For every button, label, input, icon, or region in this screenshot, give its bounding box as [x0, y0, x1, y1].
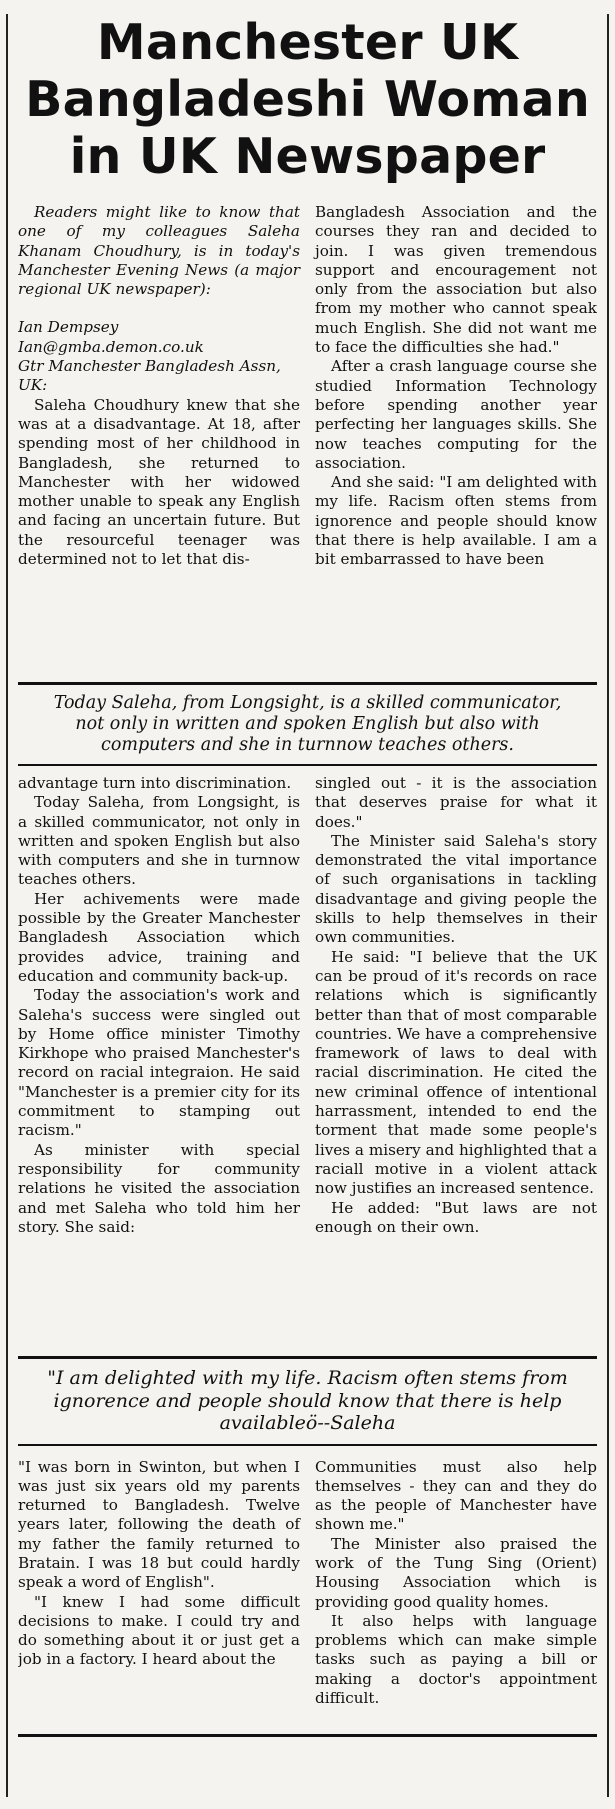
headline: [18, 14, 597, 185]
article-paragraph: singled out - it is the association that deserves praise for what it does.": [315, 774, 597, 831]
headline-line-2: Bangladeshi Woman: [25, 71, 590, 128]
article-paragraph: As minister with special responsibility for community relations he visited the association and met Saleha who told him her story. She said:: [18, 1140, 300, 1236]
pull-quote-1: Today Saleha, from Longsight, is a skilled communicator, not only in written and spoken English but also with computers and she in turnnow teaches others.: [53, 693, 562, 755]
signature-block: [18, 318, 300, 395]
signature-organisation: Gtr Manchester Bangladesh Assn, UK:: [18, 357, 281, 395]
article-paragraph: "I knew I had some difficult decisions to make. I could try and do something about it or just get a job in a factory. I heard about the: [18, 1592, 300, 1669]
section-3-columns: [18, 1458, 597, 1728]
section-1-left-column: [18, 203, 300, 569]
article-paragraph: The Minister said Saleha's story demonstrated the vital importance of such organisations in tackling disadvantage and giving people the skills to help themselves in their own communities.: [315, 831, 597, 947]
article-paragraph: Communities must also help themselves - they can and they do as the people of Manchester have shown me.": [315, 1457, 597, 1534]
signature-name: Ian Dempsey: [18, 318, 119, 337]
section-2-right-column: [315, 774, 597, 1237]
section-1-columns: [18, 203, 597, 678]
signature-email: Ian@gmba.demon.co.uk: [18, 337, 204, 356]
pull-quote-2: "I am delighted with my life. Racism often stems from ignorence and people should know that there is help availableö--Saleha: [47, 1367, 568, 1434]
section-2-columns: [18, 774, 597, 1352]
article-paragraph: After a crash language course she studied Information Technology before spending another year perfecting her languages skills. She now teaches computing for the association.: [315, 357, 597, 472]
article-paragraph: Her achivements were made possible by the Greater Manchester Bangladesh Association which provides advice, training and education and community back-up.: [18, 889, 300, 985]
section-1-right-column: [315, 203, 597, 570]
section-divider: [18, 764, 597, 766]
bottom-rule: [18, 1734, 597, 1737]
article-paragraph: The Minister also praised the work of the Tung Sing (Orient) Housing Association which is providing good quality homes.: [315, 1534, 597, 1611]
section-2-left-column: [18, 774, 300, 1237]
article-paragraph: It also helps with language problems which can make simple tasks such as paying a bill or making a doctor's appointment difficult.: [315, 1611, 597, 1708]
headline-line-1: Manchester UK: [96, 14, 519, 71]
article-paragraph: "I was born in Swinton, but when I was just six years old my parents returned to Bangladesh. Twelve years later, following the death of my father the family returned to Bratain. I was 18 but could hardly speak a word of English".: [18, 1457, 300, 1592]
newspaper-clipping: [6, 14, 609, 1797]
headline-line-3: in UK Newspaper: [69, 128, 546, 185]
intro-paragraph: Readers might like to know that one of my colleagues Saleha Khanam Choudhury, is in today's Manchester Evening News (a major regional UK newspaper):: [18, 203, 300, 299]
article-paragraph: Bangladesh Association and the courses they ran and decided to join. I was given tremendous support and encouragement not only from the association but also from my mother who cannot speak much English. She did not want me to face the difficulties she had.": [315, 203, 597, 357]
section-3-right-column: [315, 1458, 597, 1709]
article-paragraph: advantage turn into discrimination.: [18, 774, 292, 792]
article-paragraph: And she said: "I am delighted with my life. Racism often stems from ignorence and people should know that there is help available. I am a bit embarrassed to have been: [315, 473, 597, 569]
article-paragraph: He said: "I believe that the UK can be proud of it's records on race relations which is significantly better than that of most comparable countries. We have a comprehensive framework of laws to deal with racial discrimination. He cited the new criminal offence of intentional harrassment, intended to end the torment that made some people's lives a misery and highlighted that a raciall motive in a violent attack now justifies an increased sentence.: [315, 947, 597, 1198]
section-divider: [18, 1444, 597, 1446]
article-paragraph: He added: "But laws are not enough on their own.: [315, 1198, 597, 1236]
article-paragraph: Today Saleha, from Longsight, is a skilled communicator, not only in written and spoken English but also with computers and she in turnnow teaches others.: [18, 793, 300, 889]
article-paragraph: Today the association's work and Saleha's success were singled out by Home office minister Timothy Kirkhope who praised Manchester's record on racial integraion. He said "Manchester is a premier city for its commitment to stamping out racism.": [18, 986, 300, 1140]
article-paragraph: Saleha Choudhury knew that she was at a disadvantage. At 18, after spending most of her childhood in Bangladesh, she returned to Manchester with her widowed mother unable to speak any English and facing an uncertain future. But the resourceful teenager was determined not to let that dis-: [18, 395, 300, 569]
section-3-left-column: [18, 1458, 300, 1670]
